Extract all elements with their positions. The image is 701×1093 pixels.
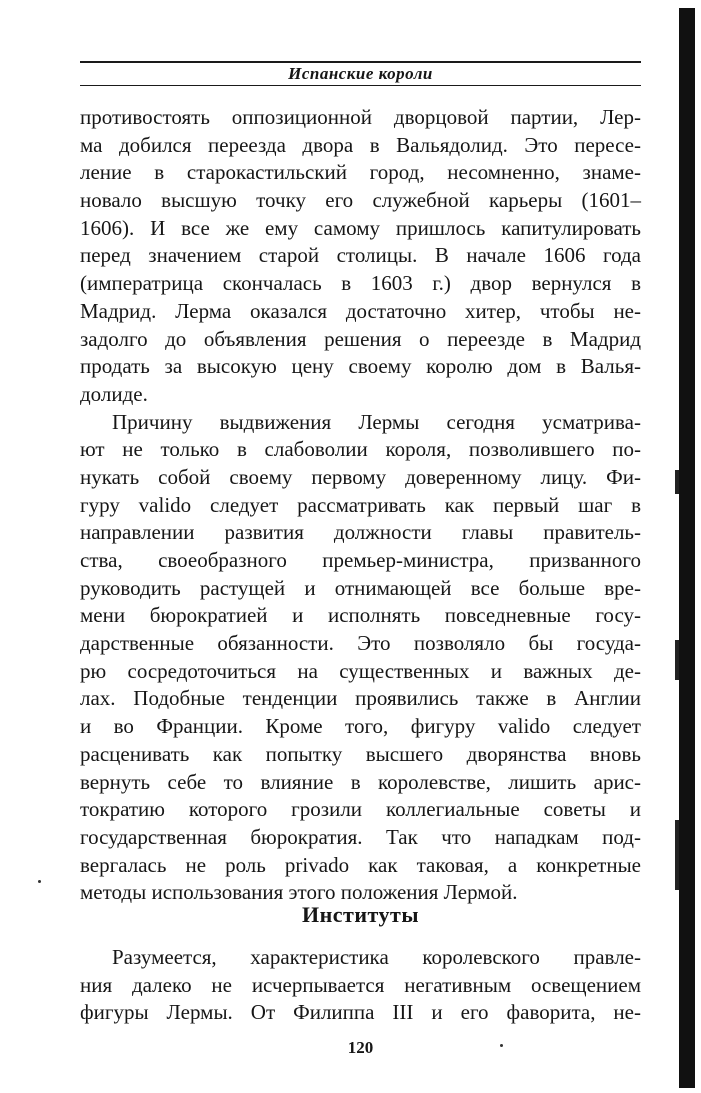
text-line: ление в старокастильский город, несомненно, знаме-	[80, 160, 641, 185]
body-text-bottom	[80, 944, 641, 1027]
text-line: Причину выдвижения Лермы сегодня усматрива-	[112, 409, 641, 434]
text-line: государственная бюрократия. Так что нападкам под-	[80, 824, 641, 849]
text-line: и во Франции. Кроме того, фигуру valido следует	[80, 714, 641, 739]
paragraph-3	[80, 944, 641, 1027]
text-line: ма добился переезда двора в Вальядолид. Это пересе-	[80, 132, 641, 157]
running-head: Испанские короли	[80, 61, 641, 86]
text-line: Мадрид. Лерма оказался достаточно хитер, чтобы не-	[80, 298, 641, 323]
text-line: вергалась не роль privado как таковая, а конкретные	[80, 852, 641, 877]
section-heading: Институты	[301, 902, 420, 927]
scan-edge-shadow	[679, 8, 695, 1088]
paragraph-2	[80, 409, 641, 907]
paragraph-1	[80, 104, 641, 409]
text-line: продать за высокую цену своему королю дом в Валья-	[80, 354, 641, 379]
text-line: мени бюрократией и исполнять повседневные госу-	[80, 603, 641, 628]
text-line: (императрица скончалась в 1603 г.) двор вернулся в	[80, 271, 641, 296]
body-text-top	[80, 104, 641, 907]
text-line: гуру valido следует рассматривать как первый шаг в	[80, 492, 641, 517]
text-line: методы использования этого положения Лермой.	[80, 880, 518, 905]
text-line: руководить растущей и отнимающей все больше вре-	[80, 575, 641, 600]
text-line: вернуть себе то влияние в королевстве, лишить арис-	[80, 769, 641, 794]
text-line: направлении развития должности главы правитель-	[80, 520, 641, 545]
text-line: фигуры Лермы. От Филиппа III и его фаворита, не-	[80, 1000, 641, 1025]
text-line: Разумеется, характеристика королевского правле-	[112, 945, 641, 969]
text-line: дарственные обязанности. Это позволяло бы госуда-	[80, 631, 641, 656]
text-line: новало высшую точку его служебной карьеры (1601–	[80, 188, 641, 213]
text-line: нукать собой своему первому доверенному лицу. Фи-	[80, 464, 641, 489]
page-number: 120	[347, 1038, 374, 1057]
text-line: ства, своеобразного премьер-министра, призванного	[80, 548, 641, 572]
text-line: лах. Подобные тенденции проявились также в Англии	[80, 686, 641, 711]
text-line: долиде.	[80, 381, 148, 406]
text-line: перед значением старой столицы. В начале 1606 года	[80, 243, 641, 268]
text-line: задолго до объявления решения о переезде в Мадрид	[80, 326, 641, 351]
text-line: ют не только в слабоволии короля, позволившего по-	[80, 437, 641, 462]
text-line: рю сосредоточиться на существенных и важных де-	[80, 658, 641, 683]
scan-speck	[38, 880, 41, 883]
scan-speck	[500, 1044, 503, 1047]
text-line: противостоять оппозиционной дворцовой партии, Лер-	[80, 105, 641, 129]
text-line: расценивать как попытку высшего дворянства вновь	[80, 741, 641, 766]
text-line: 1606). И все же ему самому пришлось капитулировать	[80, 215, 641, 240]
scan-edge-mark	[675, 470, 679, 494]
scan-edge-mark	[675, 640, 679, 680]
scan-edge-mark	[675, 820, 679, 890]
text-line: тократию которого грозили коллегиальные советы и	[80, 797, 641, 822]
text-line: ния далеко не исчерпывается негативным освещением	[80, 972, 641, 997]
